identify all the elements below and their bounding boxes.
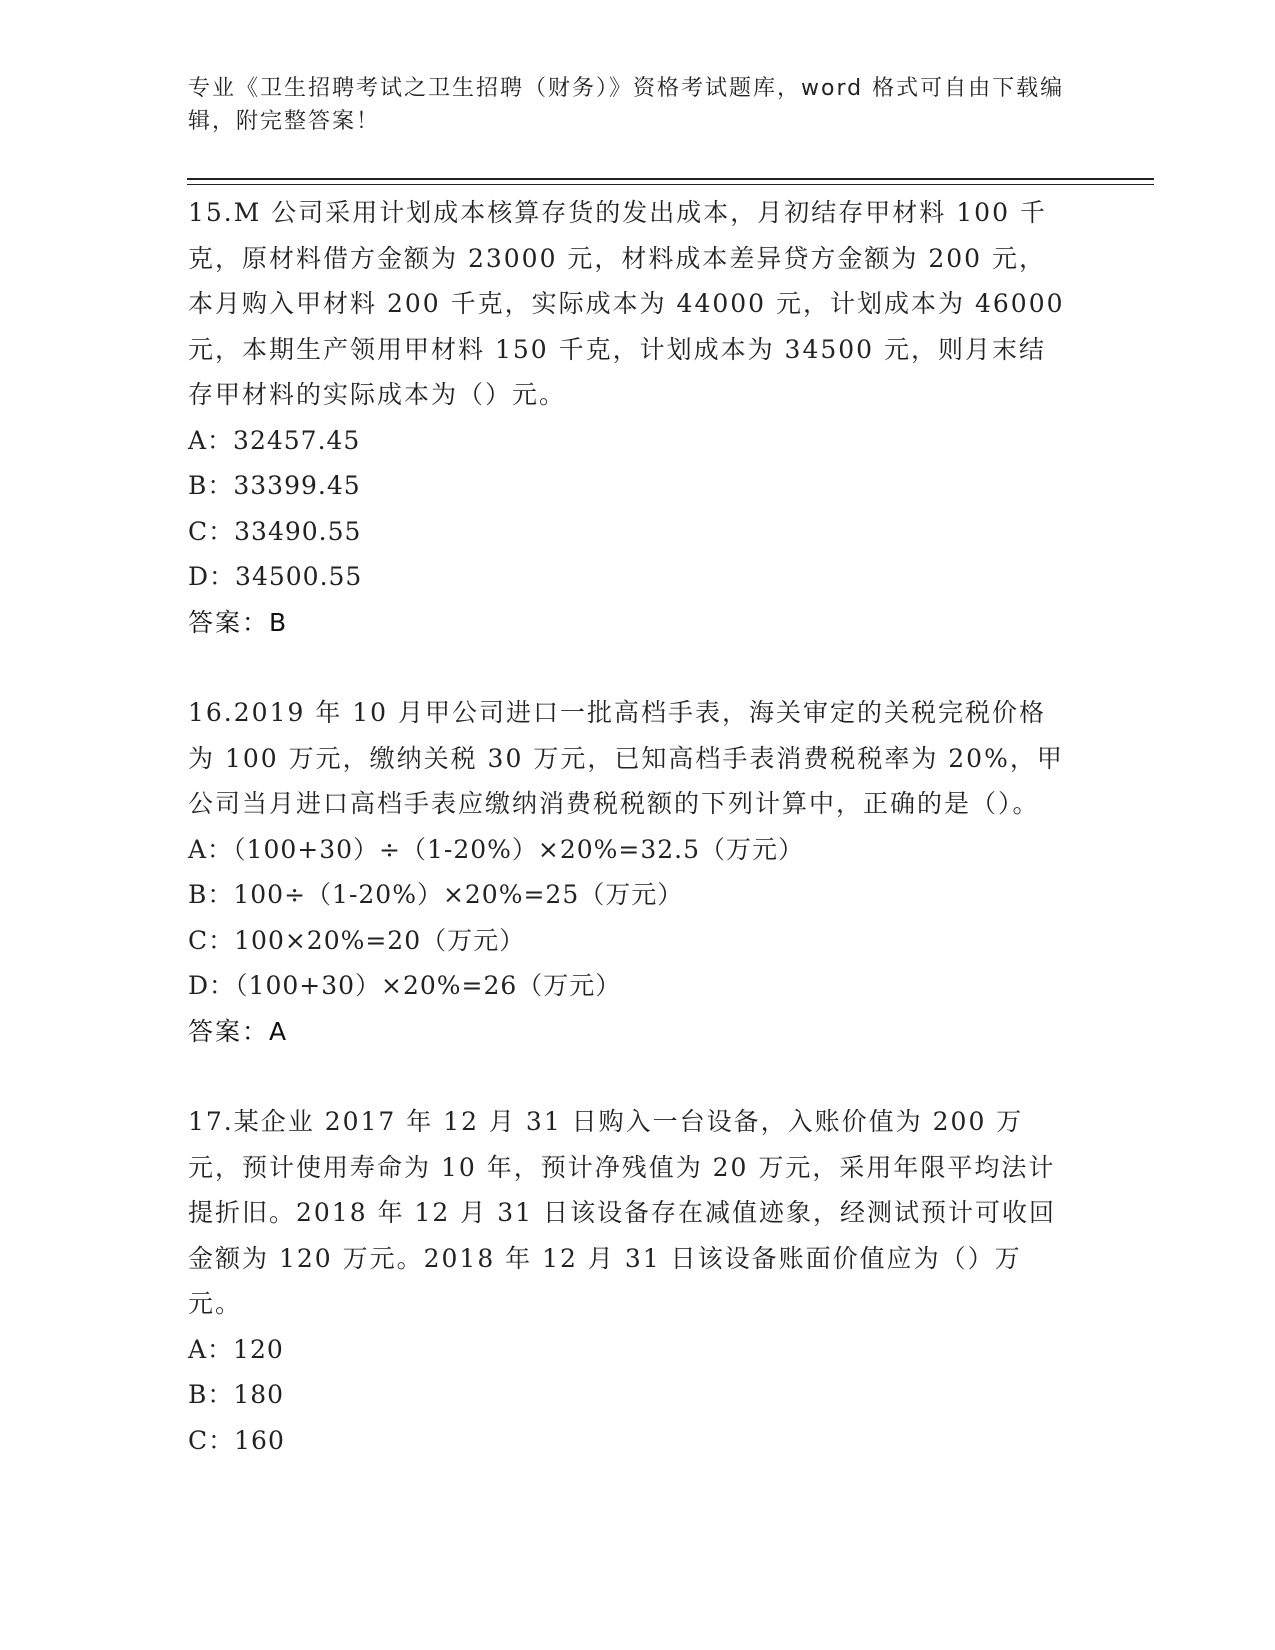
option-b: B：100÷（1-20%）×20%=25（万元） <box>188 880 684 909</box>
header-divider-thin <box>187 184 1154 185</box>
question-stem: 17.某企业 2017 年 12 月 31 日购入一台设备，入账价值为 200 万元，预计使用寿命为 10 年，预计净残值为 20 万元，采用年限平均法计提折旧。2018 年 12 月 31 日该设备存在减值迹象，经测试预计可收回金额为 120 万元。2018 年 12 月 31 日该设备账面价值应为（）万元。 <box>188 1107 1056 1318</box>
question-stem: 16.2019 年 10 月甲公司进口一批高档手表，海关审定的关税完税价格为 100 万元，缴纳关税 30 万元，已知高档手表消费税税率为 20%，甲公司当月进口高档手表应缴纳消费税税额的下列计算中，正确的是（）。 <box>188 698 1064 818</box>
question-17 <box>188 1099 1088 1463</box>
option-c: C：160 <box>188 1425 285 1455</box>
option-a: A：32457.45 <box>188 425 361 455</box>
question-16 <box>188 690 1088 1054</box>
option-a: A：120 <box>188 1334 284 1364</box>
header-divider-thick <box>187 178 1154 180</box>
page-header: 专业《卫生招聘考试之卫生招聘（财务）》资格考试题库，word 格式可自由下载编辑，附完整答案！ <box>188 76 1065 134</box>
question-15 <box>188 190 1088 645</box>
question-list <box>188 190 1088 1463</box>
option-d: D：（100+30）×20%=26（万元） <box>188 971 622 1000</box>
option-b: B：180 <box>188 1380 285 1409</box>
option-b: B：33399.45 <box>188 471 361 500</box>
option-c: C：100×20%=20（万元） <box>188 925 526 955</box>
answer-line: 答案：B <box>188 607 289 637</box>
option-d: D：34500.55 <box>188 562 363 591</box>
question-stem: 15.M 公司采用计划成本核算存货的发出成本，月初结存甲材料 100 千克，原材料借方金额为 23000 元，材料成本差异贷方金额为 200 元，本月购入甲材料 200 千克，实际成本为 44000 元，计划成本为 46000 元，本期生产领用甲材料 150 千克，计划成本为 34500 元，则月末结存甲材料的实际成本为（）元。 <box>188 198 1065 409</box>
option-a: A：（100+30）÷（1-20%）×20%=32.5（万元） <box>188 834 805 864</box>
option-c: C：33490.55 <box>188 516 362 546</box>
answer-line: 答案：A <box>188 1016 289 1046</box>
